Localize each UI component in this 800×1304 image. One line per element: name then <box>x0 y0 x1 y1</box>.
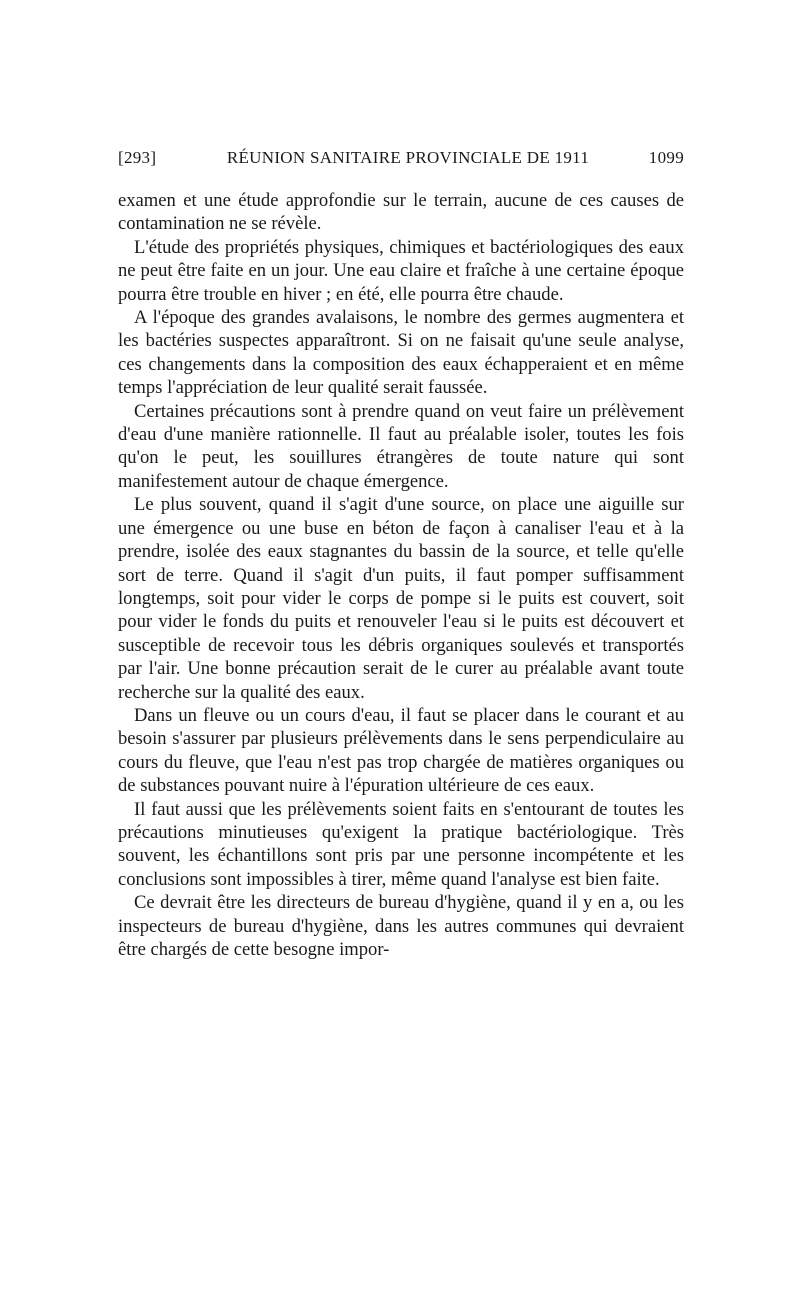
running-header <box>118 148 684 174</box>
paragraph: Le plus souvent, quand il s'agit d'une source, on place une aiguille sur une émergence ou une buse en béton de façon à canaliser l'eau et à la prendre, isolée des eaux stagnantes du bassin de la source, et telle qu'elle sort de terre. Quand il s'agit d'un puits, il faut pomper suffisamment longtemps, soit pour vider le corps de pompe si le puits est couvert, soit pour vider le fonds du puits et renouveler l'eau si le puits est découvert et susceptible de recevoir tous les débris organiques soulevés et transportés par l'air. Une bonne précaution serait de le curer au préalable avant toute recherche sur la qualité des eaux. <box>118 494 684 703</box>
page-reference: [293] <box>118 148 157 167</box>
paragraph: Certaines précautions sont à prendre quand on veut faire un prélèvement d'eau d'une manière rationnelle. Il faut au préalable isoler, toutes les fois qu'on le peut, les souillures étrangères de toute nature qui sont manifestement autour de chaque émergence. <box>118 400 684 492</box>
page-number: 1099 <box>648 148 684 167</box>
paragraph-continuation: examen et une étude approfondie sur le terrain, aucune de ces causes de contamination ne se révèle. <box>118 190 684 235</box>
paragraph: Dans un fleuve ou un cours d'eau, il faut se placer dans le courant et au besoin s'assurer par plusieurs prélèvements dans le sens perpendiculaire au cours du fleuve, que l'eau n'est pas trop chargée de matières organiques ou de substances pouvant nuire à l'épuration ultérieure de ces eaux. <box>118 704 684 797</box>
book-page <box>118 148 684 961</box>
running-title: RÉUNION SANITAIRE PROVINCIALE DE 1911 <box>226 148 590 167</box>
paragraph: Il faut aussi que les prélèvements soient faits en s'entourant de toutes les précautions minutieuses qu'exigent la pratique bactériologique. Très souvent, les échantillons sont pris par une personne incompétente et les conclusions sont impossibles à tirer, même quand l'analyse est bien faite. <box>118 798 684 890</box>
paragraph: Ce devrait être les directeurs de bureau d'hygiène, quand il y en a, ou les inspecteurs de bureau d'hygiène, dans les autres communes qui devraient être chargés de cette besogne impor- <box>118 892 684 960</box>
body-text <box>118 189 684 961</box>
paragraph: L'étude des propriétés physiques, chimiques et bactériologiques des eaux ne peut être faite en un jour. Une eau claire et fraîche à une certaine époque pourra être trouble en hiver ; en été, elle pourra être chaude. <box>118 236 684 305</box>
paragraph: A l'époque des grandes avalaisons, le nombre des germes augmentera et les bactéries suspectes apparaîtront. Si on ne faisait qu'une seule analyse, ces changements dans la composition des eaux échapperaient et en même temps l'appréciation de leur qualité serait faussée. <box>118 307 684 399</box>
